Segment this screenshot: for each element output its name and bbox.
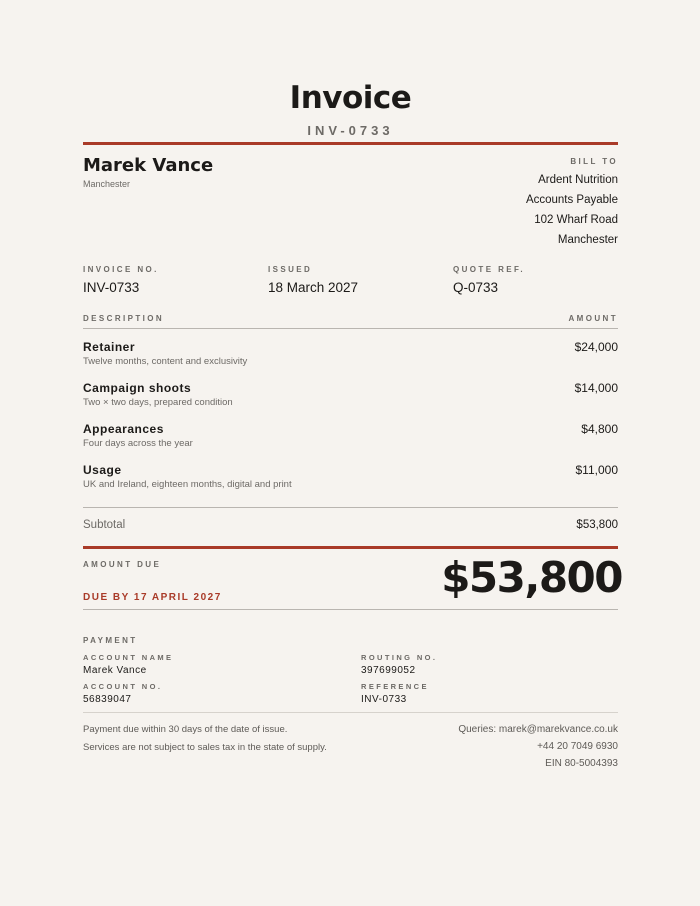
- header-divider: [83, 142, 618, 145]
- payment-account-column: [83, 653, 173, 711]
- line-item-amount: $14,000: [574, 381, 618, 395]
- meta-value: INV-0733: [83, 280, 140, 295]
- line-item: [83, 422, 618, 449]
- note-line: Payment due within 30 days of the date of issue.: [83, 724, 288, 735]
- payment-routing-column: [361, 653, 437, 711]
- line-item-amount: $11,000: [575, 463, 618, 477]
- invoice-title: Invoice: [289, 80, 412, 116]
- line-item-name: Appearances: [83, 422, 164, 436]
- line-item-name: Retainer: [83, 340, 136, 354]
- subtotal-value: $53,800: [576, 519, 618, 531]
- line-item: [83, 340, 618, 367]
- account-name-value: Marek Vance: [83, 665, 147, 676]
- amount-due-divider: [83, 546, 618, 549]
- line-item-amount: $4,800: [581, 422, 618, 436]
- meta-label: ISSUED: [268, 265, 313, 274]
- due-by-date: DUE BY 17 APRIL 2027: [83, 592, 222, 603]
- meta-value: Q-0733: [453, 280, 499, 295]
- footer-divider: [83, 712, 618, 713]
- meta-quote-ref: [453, 265, 525, 295]
- note-line: Services are not subject to sales tax in the state of supply.: [83, 742, 327, 753]
- payment-notes: [83, 721, 327, 757]
- sender-name: Marek Vance: [83, 155, 214, 176]
- payment-label: PAYMENT: [83, 636, 138, 645]
- bill-to-line: Manchester: [557, 234, 618, 246]
- items-footer-divider: [83, 507, 618, 508]
- meta-value: 18 March 2027: [268, 280, 359, 295]
- meta-label: INVOICE NO.: [83, 265, 159, 274]
- items-header-divider: [83, 328, 618, 329]
- description-column-header: DESCRIPTION: [83, 314, 165, 323]
- line-item: [83, 381, 618, 408]
- routing-label: ROUTING NO.: [361, 653, 438, 662]
- contact-ein: EIN 80-5004393: [545, 758, 618, 769]
- contact-info: [458, 721, 618, 772]
- line-item-name: Usage: [83, 463, 122, 477]
- line-item-detail: Two × two days, prepared condition: [83, 397, 233, 408]
- meta-issued: [268, 265, 358, 295]
- amount-due-value: $53,800: [441, 553, 622, 602]
- line-item-amount: $24,000: [574, 340, 618, 354]
- line-item-detail: Twelve months, content and exclusivity: [83, 356, 248, 367]
- meta-invoice-no: [83, 265, 159, 295]
- line-item: [83, 463, 618, 490]
- invoice-number-heading: INV-0733: [307, 123, 394, 138]
- bill-to-label: BILL TO: [570, 157, 618, 166]
- amount-due-bottom-divider: [83, 609, 618, 610]
- bill-to-address: [526, 170, 618, 250]
- meta-label: QUOTE REF.: [453, 265, 526, 274]
- contact-queries[interactable]: Queries: marek@marekvance.co.uk: [458, 724, 618, 735]
- contact-phone: +44 20 7049 6930: [537, 741, 618, 752]
- account-no-value: 56839047: [83, 694, 132, 705]
- bill-to-line: 102 Wharf Road: [534, 214, 618, 226]
- subtotal-row: [83, 519, 618, 531]
- routing-value: 397699052: [361, 665, 416, 676]
- subtotal-label: Subtotal: [83, 519, 126, 531]
- bill-to-line: Ardent Nutrition: [538, 174, 618, 186]
- amount-due-label: AMOUNT DUE: [83, 560, 162, 569]
- reference-value: INV-0733: [361, 694, 407, 705]
- line-item-name: Campaign shoots: [83, 381, 192, 395]
- line-item-detail: Four days across the year: [83, 438, 193, 449]
- reference-label: REFERENCE: [361, 682, 429, 691]
- account-no-label: ACCOUNT NO.: [83, 682, 163, 691]
- amount-column-header: AMOUNT: [568, 314, 618, 323]
- account-name-label: ACCOUNT NAME: [83, 653, 174, 662]
- line-item-detail: UK and Ireland, eighteen months, digital and print: [83, 479, 292, 490]
- bill-to-line: Accounts Payable: [525, 194, 618, 206]
- sender-city: Manchester: [83, 179, 131, 189]
